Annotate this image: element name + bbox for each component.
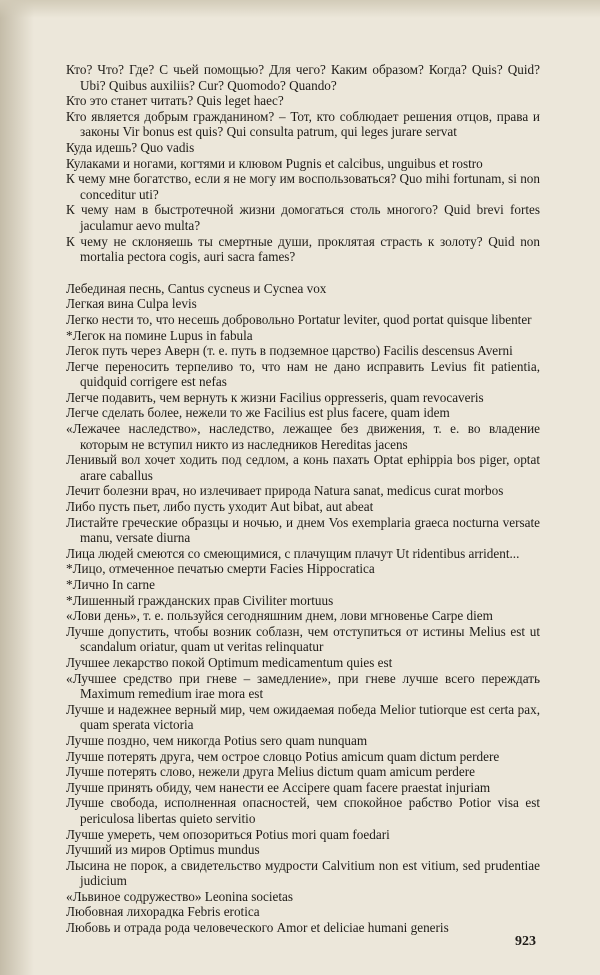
dictionary-entry: Лучше принять обиду, чем нанести ее Accipere quam facere praestat injuriam (66, 779, 491, 795)
entries-block-k (66, 62, 540, 265)
page-number: 923 (515, 934, 536, 949)
entries-block-l (66, 281, 540, 936)
dictionary-entry: Любовная лихорадка Febris erotica (66, 904, 260, 920)
dictionary-entry: «Лучшее средство при гневе – замедление», при гневе лучше всего переждать Maximum remedium irae mora est (66, 670, 540, 702)
dictionary-entry: Лучше умереть, чем опозориться Potius mori quam foedari (66, 826, 390, 842)
dictionary-entry: Легко нести то, что несешь добровольно Portatur leviter, quod portat quisque libenter (66, 311, 532, 327)
dictionary-entry: Кулаками и ногами, когтями и клювом Pugnis et calcibus, unguibus et rostro (66, 155, 483, 171)
dictionary-entry: *Лицо, отмеченное печатью смерти Facies Hippocratica (66, 561, 375, 577)
dictionary-entry: *Лишенный гражданских прав Civiliter mortuus (66, 592, 334, 608)
dictionary-entry: «Лежачее наследство», наследство, лежащее без движения, т. е. во владение которым не вступил никто из наследников Hereditas jacens (66, 421, 540, 452)
dictionary-entry: К чему нам в быстротечной жизни домогаться столь многого? Quid brevi fortes jaculamur aevo multa? (66, 202, 540, 233)
dictionary-entry: Ленивый вол хочет ходить под седлом, а конь пахать Optat ephippia bos piger, optat arare caballus (66, 452, 540, 483)
dictionary-entry: Листайте греческие образцы и ночью, и днем Vos exemplaria graeca nocturna versate manu, versate diurna (66, 514, 540, 546)
dictionary-entry: Куда идешь? Quo vadis (66, 139, 195, 155)
dictionary-entry: Кто является добрым гражданином? – Тот, кто соблюдает решения отцов, права и законы Vir bonus est quis? Qui consulta patrum, qui leges jurare servat (66, 108, 540, 140)
dictionary-entry: *Лично In carne (66, 577, 156, 592)
dictionary-entry: Лучший из миров Optimus mundus (66, 842, 260, 858)
dictionary-entry: Лучше потерять слово, нежели друга Melius dictum quam amicum perdere (66, 764, 475, 780)
dictionary-entry: Кто это станет читать? Quis leget haec? (66, 93, 284, 109)
dictionary-entry: Лучше свобода, исполненная опасностей, чем спокойное рабство Potior visa est periculosa libertas quieto servitio (66, 795, 540, 826)
dictionary-entry: *Легок на помине Lupus in fabula (66, 327, 253, 343)
dictionary-entry: К чему мне богатство, если я не могу им воспользоваться? Quo mihi fortunam, si non conceditur uti? (66, 171, 540, 202)
dictionary-entry: Лебединая песнь, Cantus cycneus и Cycnea vox (66, 280, 327, 296)
dictionary-entry: Лечит болезни врач, но излечивает природа Natura sanat, medicus curat morbos (66, 483, 504, 499)
page-shadow (0, 0, 34, 975)
dictionary-entry: Легче подавить, чем вернуть к жизни Facilius oppresseris, quam revocaveris (66, 389, 484, 405)
dictionary-entry: Лица людей смеются со смеющимися, с плачущим плачут Ut ridentibus arrident... (66, 545, 520, 561)
dictionary-entry: Лысина не порок, а свидетельство мудрости Calvitium non est vitium, sed prudentiae judicium (66, 857, 540, 889)
section-gap (66, 265, 540, 281)
dictionary-entry: Легкая вина Culpa levis (66, 296, 197, 312)
dictionary-entry: Лучшее лекарство покой Optimum medicamentum quies est (66, 654, 393, 670)
dictionary-entry: Любовь и отрада рода человеческого Amor et deliciae humani generis (66, 920, 449, 936)
dictionary-entry: «Львиное содружество» Leonina societas (66, 888, 294, 904)
dictionary-entry: Легче переносить терпеливо то, что нам не дано исправить Levius fit patientia, quidquid corrigere est nefas (66, 358, 540, 390)
dictionary-entry: Лучше допустить, чтобы возник соблазн, чем отступиться от истины Melius est ut scandalum oriatur, quam ut veritas relinquatur (66, 623, 540, 655)
dictionary-entry: Кто? Что? Где? С чьей помощью? Для чего? Каким образом? Когда? Quis? Quid? Ubi? Quibus auxiliis? Cur? Quomodo? Quando? (66, 62, 540, 93)
dictionary-entry: Лучше и надежнее верный мир, чем ожидаемая победа Melior tutiorque est certa pax, quam sperata victoria (66, 701, 540, 733)
dictionary-entry: К чему не склоняешь ты смертные души, проклятая страсть к золоту? Quid non mortalia pectora cogis, auri sacra fames? (66, 233, 540, 265)
dictionary-entry: Легок путь через Аверн (т. е. путь в подземное царство) Facilis descensus Averni (66, 343, 513, 359)
dictionary-entry: Либо пусть пьет, либо пусть уходит Aut bibat, aut abeat (66, 499, 374, 515)
dictionary-entry: «Лови день», т. е. пользуйся сегодняшним днем, лови мгновенье Carpe diem (66, 608, 493, 624)
dictionary-entry: Лучше поздно, чем никогда Potius sero quam nunquam (66, 732, 368, 748)
dictionary-entry: Легче сделать более, нежели то же Facilius est plus facere, quam idem (66, 405, 450, 421)
page-shadow-top (0, 0, 600, 18)
dictionary-entry: Лучше потерять друга, чем острое словцо Potius amicum quam dictum perdere (66, 748, 500, 764)
